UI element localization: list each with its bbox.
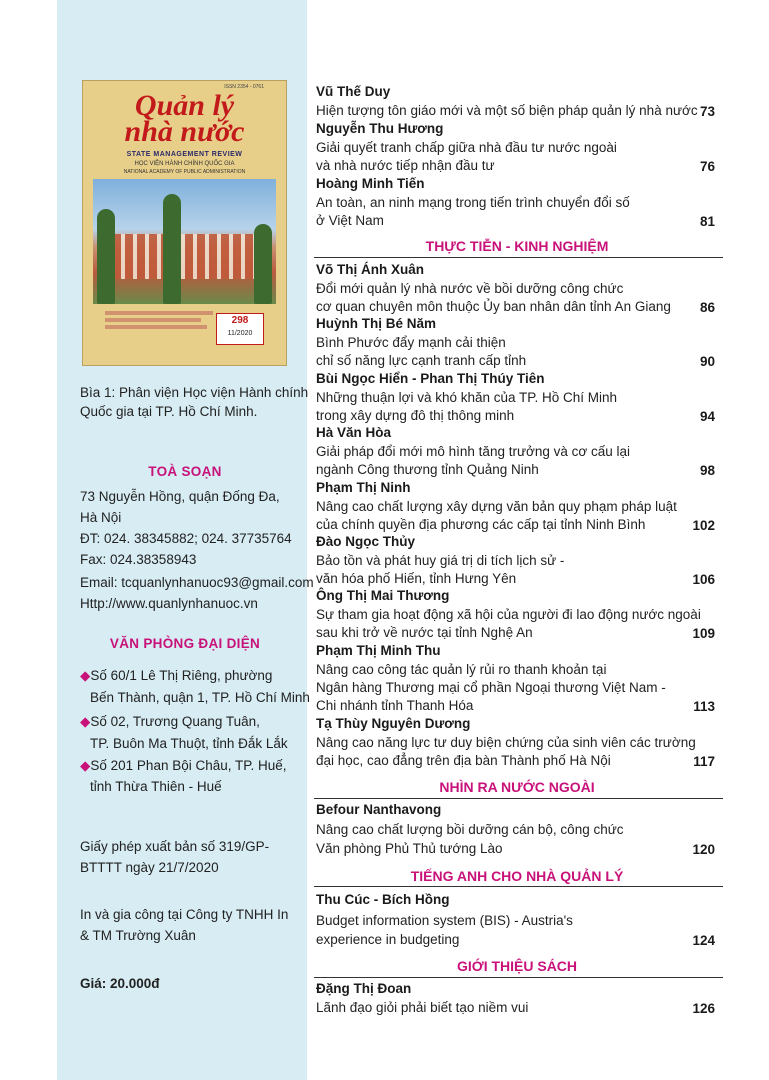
- toc-page-number: 113: [693, 699, 715, 714]
- toc-section-heading: NHÌN RA NƯỚC NGOÀI: [439, 779, 595, 795]
- toc-title-line: Lãnh đạo giỏi phải biết tạo niềm vui: [316, 1000, 529, 1015]
- toc-page-number: 109: [692, 626, 715, 641]
- representative-heading: VĂN PHÒNG ĐẠI DIỆN: [109, 636, 261, 651]
- toc-title-line: của chính quyền địa phương các cấp tại tỉnh Ninh Bình: [316, 517, 646, 532]
- cover-tree-shape: [254, 224, 272, 304]
- toc-title-line: Nâng cao năng lực tư duy biện chứng của sinh viên các trường: [316, 735, 696, 750]
- cover-notes: [105, 311, 225, 329]
- cover-publisher-en: NATIONAL ACADEMY OF PUBLIC ADMINISTRATION: [123, 169, 246, 175]
- toc-title-line: Những thuận lợi và khó khăn của TP. Hồ Chí Minh: [316, 390, 618, 405]
- toc-page-number: 73: [699, 104, 715, 119]
- editorial-fax: Fax: 024.38358943: [80, 552, 197, 567]
- price: Giá: 20.000đ: [80, 976, 160, 991]
- editorial-heading: TOÀ SOẠN: [148, 464, 222, 479]
- cover-photo: [93, 179, 276, 304]
- toc-title-line: ngành Công thương tỉnh Quảng Ninh: [316, 462, 539, 477]
- toc-author: Ông Thị Mai Thương: [316, 588, 450, 603]
- section-divider: [314, 886, 723, 887]
- representative-line: Số 02, Trương Quang Tuân,: [90, 714, 260, 729]
- toc-page-number: 86: [699, 300, 715, 315]
- toc-page-number: 126: [692, 1001, 715, 1016]
- license-line: BTTTT ngày 21/7/2020: [80, 860, 219, 875]
- toc-author: Phạm Thị Minh Thu: [316, 643, 441, 658]
- toc-author: Hà Văn Hòa: [316, 425, 392, 440]
- toc-title-line: Văn phòng Phủ Thủ tướng Lào: [316, 841, 503, 856]
- cover-publisher: HỌC VIỆN HÀNH CHÍNH QUỐC GIA: [134, 161, 235, 167]
- editorial-email[interactable]: Email: tcquanlynhanuoc93@gmail.com: [80, 575, 314, 590]
- cover-issue-date: 11/2020: [227, 330, 253, 337]
- diamond-bullet-icon: ◆: [80, 714, 91, 729]
- toc-title-line: cơ quan chuyên môn thuộc Ủy ban nhân dân tỉnh An Giang: [316, 299, 671, 314]
- representative-item: [80, 712, 260, 731]
- toc-author: Phạm Thị Ninh: [316, 480, 411, 495]
- toc-author: Đào Ngọc Thủy: [316, 534, 416, 549]
- toc-title-line: Nâng cao chất lượng bồi dưỡng cán bộ, công chức: [316, 822, 624, 837]
- section-divider: [314, 257, 723, 258]
- toc-title-line: đại học, cao đẳng trên địa bàn Thành phố Hà Nội: [316, 753, 611, 768]
- toc-page-number: 94: [699, 409, 715, 424]
- toc-author: Nguyễn Thu Hương: [316, 121, 444, 136]
- toc-section-heading: GIỚI THIỆU SÁCH: [456, 958, 578, 974]
- toc-page-number: 76: [699, 159, 715, 174]
- toc-section-heading: TIẾNG ANH CHO NHÀ QUẢN LÝ: [410, 868, 624, 884]
- editorial-website[interactable]: Http://www.quanlynhanuoc.vn: [80, 596, 258, 611]
- cover-caption-line: Bìa 1: Phân viện Học viện Hành chính: [80, 385, 309, 400]
- toc-title-line: Budget information system (BIS) - Austria's: [316, 913, 573, 928]
- toc-title-line: Nâng cao công tác quản lý rủi ro thanh khoản tại: [316, 662, 607, 677]
- toc-title-line: Giải quyết tranh chấp giữa nhà đầu tư nước ngoài: [316, 140, 617, 155]
- license-line: Giấy phép xuất bản số 319/GP-: [80, 839, 270, 854]
- toc-title-line: trong xây dựng đô thị thông minh: [316, 408, 515, 423]
- toc-author: Hoàng Minh Tiến: [316, 176, 425, 191]
- representative-line: tỉnh Thừa Thiên - Huế: [90, 779, 222, 794]
- cover-tree-shape: [163, 194, 181, 304]
- toc-title-line: experience in budgeting: [316, 932, 460, 947]
- representative-item: [80, 666, 272, 685]
- toc-page-number: 106: [692, 572, 715, 587]
- toc-title-line: Chi nhánh tỉnh Thanh Hóa: [316, 698, 474, 713]
- toc-title-line: sau khi trở về nước tại tỉnh Nghệ An: [316, 625, 533, 640]
- printing-line: In và gia công tại Công ty TNHH In: [80, 907, 289, 922]
- toc-page-number: 124: [692, 933, 715, 948]
- diamond-bullet-icon: ◆: [80, 668, 91, 683]
- cover-building-shape: [113, 234, 266, 279]
- toc-title-line: văn hóa phố Hiến, tỉnh Hưng Yên: [316, 571, 517, 586]
- toc-section-heading: THỰC TIỄN - KINH NGHIỆM: [425, 238, 609, 254]
- toc-title-line: Bảo tồn và phát huy giá trị di tích lịch sử -: [316, 553, 565, 568]
- cover-title-line2: nhà nước: [124, 115, 245, 148]
- toc-title-line: chỉ số năng lực cạnh tranh cấp tỉnh: [316, 353, 527, 368]
- toc-page-number: 120: [692, 842, 715, 857]
- editorial-address: 73 Nguyễn Hồng, quận Đống Đa,: [80, 489, 280, 504]
- cover-tree-shape: [97, 209, 115, 304]
- toc-title-line: Giải pháp đổi mới mô hình tăng trưởng và cơ cấu lại: [316, 444, 631, 459]
- cover-subtitle-en: STATE MANAGEMENT REVIEW: [126, 151, 243, 158]
- toc-title-line: Sự tham gia hoạt động xã hội của người đi lao động nước ngoài: [316, 607, 701, 622]
- toc-author: Tạ Thùy Nguyên Dương: [316, 716, 471, 731]
- toc-author: Thu Cúc - Bích Hồng: [316, 892, 450, 907]
- editorial-city: Hà Nội: [80, 510, 122, 525]
- toc-title-line: Hiện tượng tôn giáo mới và một số biện pháp quản lý nhà nước: [316, 103, 698, 118]
- diamond-bullet-icon: ◆: [80, 758, 91, 773]
- toc-author: Befour Nanthavong: [316, 802, 442, 817]
- cover-issue-number: 298: [231, 315, 249, 326]
- toc-author: Đặng Thị Đoan: [316, 981, 412, 996]
- magazine-cover: [82, 80, 287, 366]
- section-divider: [314, 977, 723, 978]
- toc-title-line: và nhà nước tiếp nhận đầu tư: [316, 158, 495, 173]
- section-divider: [314, 798, 723, 799]
- printing-line: & TM Trường Xuân: [80, 928, 196, 943]
- toc-title-line: Bình Phước đẩy mạnh cải thiện: [316, 335, 506, 350]
- toc-page-number: 90: [699, 354, 715, 369]
- representative-line: Số 60/1 Lê Thị Riêng, phường: [90, 668, 273, 683]
- toc-author: Vũ Thế Duy: [316, 84, 391, 99]
- toc-author: Bùi Ngọc Hiển - Phan Thị Thúy Tiên: [316, 371, 545, 386]
- cover-title-line1: Quản lý: [134, 89, 235, 122]
- toc-page-number: 102: [692, 518, 715, 533]
- representative-item: [80, 756, 287, 775]
- cover-issue-badge: [216, 313, 264, 345]
- toc-author: Võ Thị Ánh Xuân: [316, 262, 424, 277]
- cover-issn: ISSN 2354 - 0761: [224, 84, 264, 90]
- toc-title-line: Nâng cao chất lượng xây dựng văn bản quy phạm pháp luật: [316, 499, 677, 514]
- toc-title-line: Ngân hàng Thương mại cổ phần Ngoại thương Việt Nam -: [316, 680, 666, 695]
- toc-title-line: ở Việt Nam: [316, 213, 384, 228]
- toc-page-number: 81: [699, 214, 715, 229]
- editorial-phone: ĐT: 024. 38345882; 024. 37735764: [80, 531, 292, 546]
- toc-title-line: Đổi mới quản lý nhà nước về bồi dưỡng công chức: [316, 281, 624, 296]
- toc-title-line: An toàn, an ninh mạng trong tiến trình chuyển đổi số: [316, 195, 630, 210]
- toc-page-number: 98: [699, 463, 715, 478]
- representative-line: TP. Buôn Ma Thuột, tỉnh Đắk Lắk: [90, 736, 288, 751]
- representative-line: Số 201 Phan Bội Châu, TP. Huế,: [90, 758, 287, 773]
- cover-caption-line: Quốc gia tại TP. Hồ Chí Minh.: [80, 404, 258, 419]
- representative-line: Bến Thành, quận 1, TP. Hồ Chí Minh: [90, 690, 310, 705]
- toc-author: Huỳnh Thị Bé Năm: [316, 316, 437, 331]
- toc-page-number: 117: [693, 754, 715, 769]
